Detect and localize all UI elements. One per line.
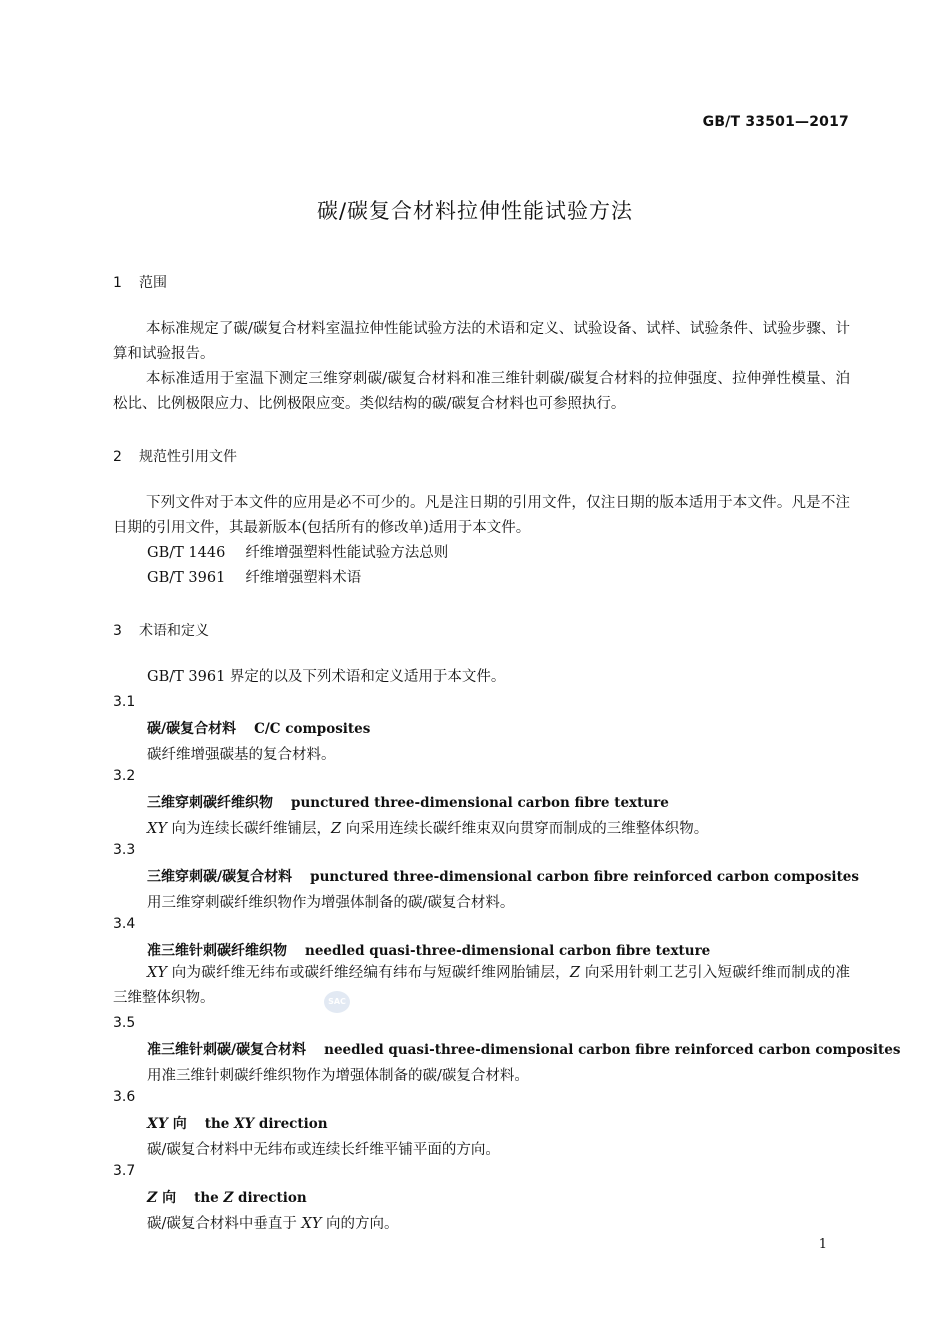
term-number: 3.4 xyxy=(113,916,136,932)
term-en: C/C composites xyxy=(254,721,371,737)
section-heading-scope xyxy=(113,272,167,292)
term-en: punctured three-dimensional carbon fibre reinforced carbon composites xyxy=(310,869,859,885)
section-heading-terms xyxy=(113,620,209,640)
term-definition: 碳/碳复合材料中无纬布或连续长纤维平铺平面的方向。 xyxy=(147,1142,500,1158)
reference-title: 纤维增强塑料术语 xyxy=(245,570,362,586)
term-zh: 向 xyxy=(157,1190,177,1206)
term-zh: 碳/碳复合材料 xyxy=(147,721,237,737)
standard-number: GB/T 33501—2017 xyxy=(702,114,849,130)
section-title: 规范性引用文件 xyxy=(139,449,237,465)
symbol-z: Z xyxy=(147,1190,158,1206)
symbol-xy: XY xyxy=(234,1116,255,1132)
term-title xyxy=(147,1113,328,1133)
symbol-xy: XY xyxy=(147,965,167,981)
section-title: 术语和定义 xyxy=(139,623,209,639)
references-paragraph: 下列文件对于本文件的应用是必不可少的。凡是注日期的引用文件，仅注日期的版本适用于本文件。凡是不注日期的引用文件，其最新版本(包括所有的修改单)适用于本文件。 xyxy=(113,495,850,536)
terms-intro: GB/T 3961 界定的以及下列术语和定义适用于本文件。 xyxy=(147,669,506,685)
term-title xyxy=(147,792,669,812)
reference-code: GB/T 3961 xyxy=(147,570,226,586)
term-en: needled quasi-three-dimensional carbon fibre texture xyxy=(305,943,711,959)
page-number: 1 xyxy=(818,1237,827,1252)
definition-text: 向采用针刺工艺引入短碳纤维而制成的准三维整体织物。 xyxy=(113,965,850,1006)
term-en-text: direction xyxy=(233,1190,307,1206)
symbol-xy: XY xyxy=(147,1116,168,1132)
section-number: 2 xyxy=(113,449,122,465)
term-definition xyxy=(147,817,708,838)
document-title: 碳/碳复合材料拉伸性能试验方法 xyxy=(316,199,634,223)
term-definition xyxy=(113,961,850,1011)
term-number: 3.5 xyxy=(113,1015,136,1031)
term-number: 3.3 xyxy=(113,842,136,858)
term-title xyxy=(147,718,370,738)
term-zh: 向 xyxy=(167,1116,187,1132)
term-title xyxy=(147,1187,307,1207)
term-en-text: direction xyxy=(254,1116,328,1132)
symbol-xy: XY xyxy=(147,821,167,837)
term-en-text: the xyxy=(194,1190,224,1206)
term-definition: 用三维穿刺碳纤维织物作为增强体制备的碳/碳复合材料。 xyxy=(147,895,515,911)
term-en xyxy=(205,1116,328,1132)
symbol-z: Z xyxy=(331,821,342,837)
definition-text: 向的方向。 xyxy=(321,1216,399,1232)
symbol-z: Z xyxy=(223,1190,234,1206)
term-definition: 用准三维针刺碳纤维织物作为增强体制备的碳/碳复合材料。 xyxy=(147,1068,529,1084)
section-heading-normative-references xyxy=(113,446,237,466)
term-zh: 三维穿刺碳纤维织物 xyxy=(147,795,273,811)
term-definition: 碳纤维增强碳基的复合材料。 xyxy=(147,747,336,763)
term-number: 3.2 xyxy=(113,768,136,784)
term-definition xyxy=(147,1212,399,1233)
term-number: 3.6 xyxy=(113,1089,136,1105)
section-title: 范围 xyxy=(139,275,167,291)
term-zh: 准三维针刺碳/碳复合材料 xyxy=(147,1042,307,1058)
definition-text: 向为连续长碳纤维铺层， xyxy=(166,821,332,837)
symbol-xy: XY xyxy=(301,1216,322,1232)
term-en: punctured three-dimensional carbon fibre texture xyxy=(291,795,669,811)
sac-watermark-logo: SAC xyxy=(324,991,350,1013)
definition-text: 向为碳纤维无纬布或碳纤维经编有纬布与短碳纤维网胎铺层， xyxy=(166,965,570,981)
reference-item xyxy=(147,566,361,591)
section-number: 1 xyxy=(113,275,122,291)
term-title xyxy=(147,940,710,960)
term-en-text: the xyxy=(204,1116,235,1132)
term-zh: 三维穿刺碳/碳复合材料 xyxy=(147,869,293,885)
reference-title: 纤维增强塑料性能试验方法总则 xyxy=(245,545,449,561)
scope-paragraph-2: 本标准适用于室温下测定三维穿刺碳/碳复合材料和准三维针刺碳/碳复合材料的拉伸强度、拉伸弹性模量、泊松比、比例极限应力、比例极限应变。类似结构的碳/碳复合材料也可参照执行。 xyxy=(113,371,850,412)
definition-text: 碳/碳复合材料中垂直于 xyxy=(147,1216,302,1232)
term-zh: 准三维针刺碳纤维织物 xyxy=(147,943,287,959)
symbol-z: Z xyxy=(569,965,580,981)
term-title xyxy=(147,866,859,886)
term-title xyxy=(147,1039,900,1059)
section-number: 3 xyxy=(113,623,122,639)
term-en xyxy=(194,1190,307,1206)
scope-paragraph-1: 本标准规定了碳/碳复合材料室温拉伸性能试验方法的术语和定义、试验设备、试样、试验条件、试验步骤、计算和试验报告。 xyxy=(113,321,850,362)
term-number: 3.7 xyxy=(113,1163,136,1179)
reference-code: GB/T 1446 xyxy=(147,545,226,561)
reference-item xyxy=(147,541,448,566)
term-en: needled quasi-three-dimensional carbon fibre reinforced carbon composites xyxy=(324,1042,901,1058)
definition-text: 向采用连续长碳纤维束双向贯穿而制成的三维整体织物。 xyxy=(341,821,709,837)
term-number: 3.1 xyxy=(113,694,136,710)
